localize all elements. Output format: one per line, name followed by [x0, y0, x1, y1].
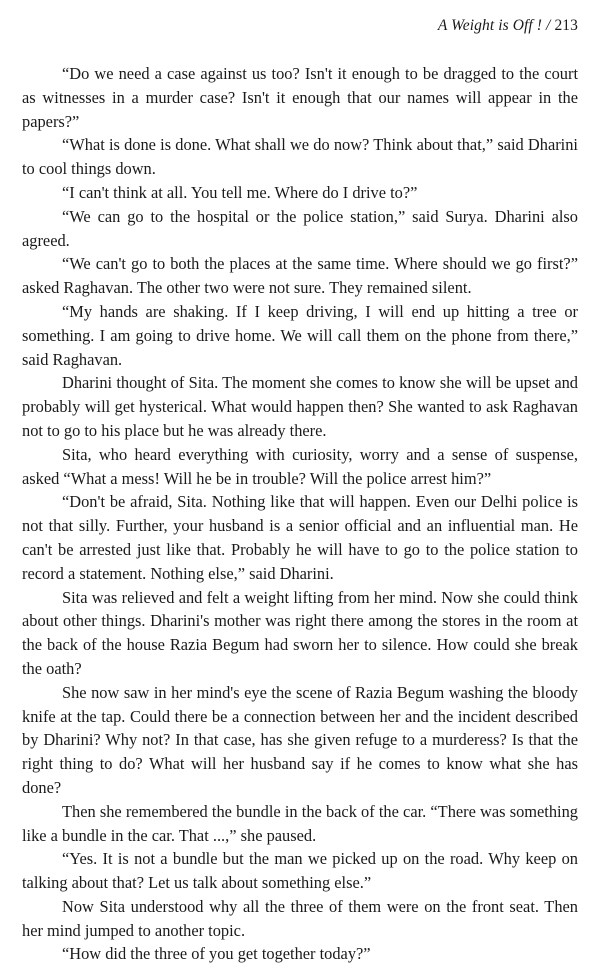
- paragraph: “Don't be afraid, Sita. Nothing like that will happen. Even our Delhi police is not that silly. Further, your husband is a senior official and an influential man. He can't be arrested just like that. Probably he will have to go to the police station to record a statement. Nothing else,” said Dharini.: [22, 492, 578, 583]
- paragraph: Now Sita understood why all the three of them were on the front seat. Then her mind jumped to another topic.: [22, 896, 578, 940]
- running-header: [438, 17, 578, 35]
- paragraph: “Yes. It is not a bundle but the man we picked up on the road. Why keep on talking about that? Let us talk about something else.”: [22, 849, 578, 893]
- page-number: 213: [554, 17, 578, 34]
- paragraph: “Do we need a case against us too? Isn't it enough to be dragged to the court as witnesses in a murder case? Isn't it enough that our names will appear in the papers?”: [22, 64, 578, 131]
- paragraph: Then she remembered the bundle in the back of the car. “There was something like a bundle in the car. That ...,” she paused.: [22, 801, 578, 845]
- running-title: A Weight is Off ! /: [437, 17, 551, 34]
- paragraph: “We can't go to both the places at the same time. Where should we go first?” asked Raghavan. The other two were not sure. They remained silent.: [22, 254, 578, 298]
- paragraph: “My hands are shaking. If I keep driving, I will end up hitting a tree or something. I am going to drive home. We will call them on the phone from there,” said Raghavan.: [22, 301, 578, 369]
- paragraph: “We can go to the hospital or the police station,” said Surya. Dharini also agreed.: [22, 206, 578, 250]
- paragraph: “What is done is done. What shall we do now? Think about that,” said Dharini to cool things down.: [22, 135, 578, 179]
- paragraph: Dharini thought of Sita. The moment she comes to know she will be upset and probably will get hysterical. What would happen then? She wanted to ask Raghavan not to go to his place but he was already there.: [22, 373, 578, 440]
- paragraph: Sita, who heard everything with curiosity, worry and a sense of suspense, asked “What a mess! Will he be in trouble? Will the police arrest him?”: [22, 444, 578, 488]
- paragraph: “How did the three of you get together today?”: [62, 944, 371, 964]
- paragraph: She now saw in her mind's eye the scene of Razia Begum washing the bloody knife at the tap. Could there be a connection between her and the incident described by Dharini? Why not? In that case, has she given refuge to a murderess? Is that the right thing to do? What will her husband say if he comes to know what she has done?: [22, 682, 578, 797]
- paragraph: “I can't think at all. You tell me. Where do I drive to?”: [62, 182, 418, 202]
- paragraph: Sita was relieved and felt a weight lifting from her mind. Now she could think about other things. Dharini's mother was right there among the stores in the room at the back of the house Razia Begum had sworn her to silence. How could she break the oath?: [22, 587, 578, 678]
- body-text: [22, 62, 578, 966]
